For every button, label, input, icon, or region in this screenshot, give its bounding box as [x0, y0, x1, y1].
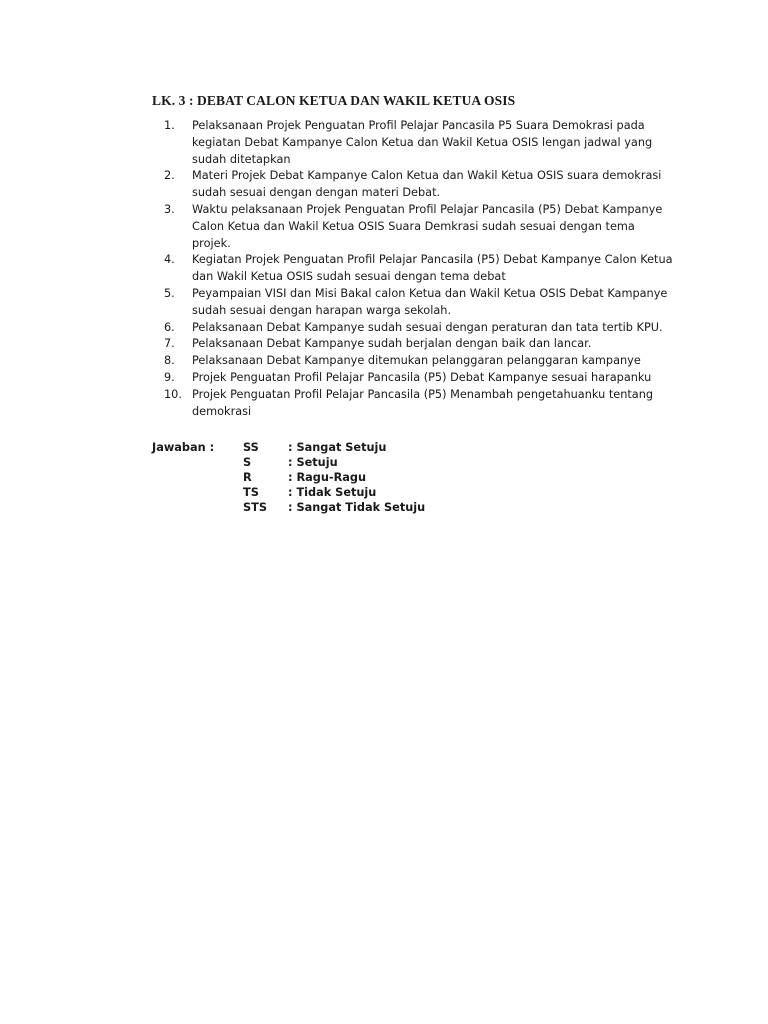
answer-code: R: [243, 471, 252, 484]
answer-options: [243, 440, 425, 515]
answer-code: TS: [243, 486, 259, 499]
answer-description: : Setuju: [288, 456, 338, 469]
answer-description: : Ragu-Ragu: [288, 471, 367, 484]
answer-description: : Sangat Setuju: [288, 441, 387, 454]
item-text: Materi Projek Debat Kampanye Calon Ketua dan Wakil Ketua OSIS suara demokrasi sudah sesuai dengan dengan materi Debat.: [192, 169, 662, 200]
answer-option: [243, 440, 425, 455]
answer-description: : Sangat Tidak Setuju: [288, 501, 426, 514]
item-text: Peyampaian VISI dan Misi Bakal calon Ketua dan Wakil Ketua OSIS Debat Kampanye sudah sesuai dengan harapan warga sekolah.: [192, 286, 668, 317]
item-text: Waktu pelaksanaan Projek Penguatan Profil Pelajar Pancasila (P5) Debat Kampanye Calon Ketua dan Wakil Ketua OSIS Suara Demkrasi sudah sesuai dengan tema projek.: [192, 202, 663, 250]
item-number: 10.: [164, 387, 182, 401]
item-text: Projek Penguatan Profil Pelajar Pancasila (P5) Menambah pengetahuanku tentang demokrasi: [192, 387, 654, 418]
answer-code: STS: [243, 501, 267, 514]
answer-option: [243, 455, 425, 470]
list-item: [152, 336, 677, 353]
list-item: [152, 202, 677, 252]
answer-code: SS: [243, 441, 259, 454]
answer-code: S: [243, 456, 252, 469]
list-item: [152, 320, 677, 337]
statement-list: [152, 118, 677, 420]
item-text: Projek Penguatan Profil Pelajar Pancasila (P5) Debat Kampanye sesuai harapanku: [192, 370, 652, 384]
list-item: [152, 168, 677, 202]
item-number: 9.: [164, 370, 175, 384]
answer-option: [243, 485, 425, 500]
list-item: [152, 252, 677, 286]
item-number: 8.: [164, 354, 175, 368]
answer-key-label: Jawaban :: [152, 441, 215, 454]
item-number: 7.: [164, 337, 175, 351]
answer-description: : Tidak Setuju: [288, 486, 377, 499]
answer-option: [243, 500, 425, 515]
list-item: [152, 370, 677, 387]
list-item: [152, 286, 677, 320]
item-text: Pelaksanaan Debat Kampanye sudah sesuai dengan peraturan dan tata tertib KPU.: [192, 320, 663, 334]
item-number: 3.: [164, 202, 175, 216]
list-item: [152, 353, 677, 370]
item-text: Kegiatan Projek Penguatan Profil Pelajar Pancasila (P5) Debat Kampanye Calon Ketua dan Wakil Ketua OSIS sudah sesuai dengan tema debat: [192, 253, 673, 284]
list-item: [152, 387, 677, 421]
item-number: 4.: [164, 253, 175, 267]
item-number: 2.: [164, 169, 175, 183]
list-item: [152, 118, 677, 168]
answer-option: [243, 470, 425, 485]
item-text: Pelaksanaan Debat Kampanye sudah berjalan dengan baik dan lancar.: [192, 337, 592, 351]
item-number: 6.: [164, 320, 175, 334]
document-title: LK. 3 : DEBAT CALON KETUA DAN WAKIL KETUA OSIS: [152, 93, 516, 108]
item-number: 5.: [164, 286, 175, 300]
item-text: Pelaksanaan Projek Penguatan Profil Pelajar Pancasila P5 Suara Demokrasi pada kegiatan Debat Kampanye Calon Ketua dan Wakil Ketua OSIS lengan jadwal yang sudah ditetapkan: [192, 119, 653, 166]
item-text: Pelaksanaan Debat Kampanye ditemukan pelanggaran pelanggaran kampanye: [192, 354, 641, 368]
item-number: 1.: [164, 119, 175, 132]
